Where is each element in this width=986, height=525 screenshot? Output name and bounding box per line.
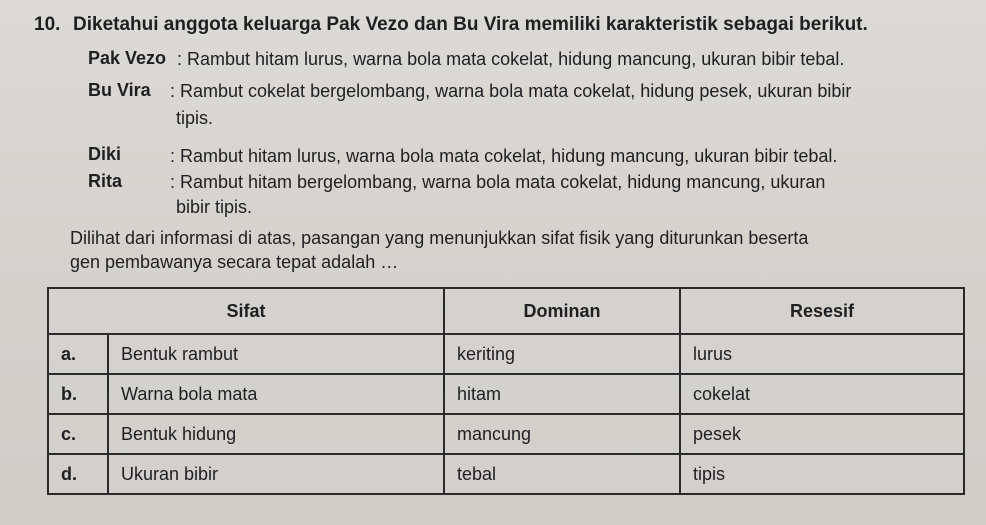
character-desc-pak-vezo: : Rambut hitam lurus, warna bola mata cokelat, hidung mancung, ukuran bibir tebal.: [177, 49, 845, 69]
header-resesif: Resesif: [680, 288, 964, 334]
option-letter: b.: [48, 374, 108, 414]
question-prompt-line-1: Dilihat dari informasi di atas, pasangan yang menunjukkan sifat fisik yang diturunkan beserta: [70, 228, 809, 248]
character-name-bu-vira: Bu Vira: [88, 80, 151, 100]
character-desc-rita: : Rambut hitam bergelombang, warna bola mata cokelat, hidung mancung, ukuran: [170, 172, 826, 192]
question-intro: Diketahui anggota keluarga Pak Vezo dan Bu Vira memiliki karakteristik sebagai berikut.: [73, 14, 868, 35]
table-row: [48, 414, 964, 454]
trait-name: Ukuran bibir: [108, 454, 444, 494]
dominant-value: hitam: [444, 374, 680, 414]
trait-name: Bentuk hidung: [108, 414, 444, 454]
dominant-value: keriting: [444, 334, 680, 374]
question-prompt-line-2: gen pembawanya secara tepat adalah …: [70, 252, 399, 272]
option-letter: c.: [48, 414, 108, 454]
traits-table: [47, 287, 965, 495]
option-letter: d.: [48, 454, 108, 494]
trait-name: Warna bola mata: [108, 374, 444, 414]
dominant-value: mancung: [444, 414, 680, 454]
table-header-row: [48, 288, 964, 334]
character-desc-diki: : Rambut hitam lurus, warna bola mata cokelat, hidung mancung, ukuran bibir tebal.: [170, 146, 838, 166]
recessive-value: lurus: [680, 334, 964, 374]
character-desc-bu-vira: : Rambut cokelat bergelombang, warna bola mata cokelat, hidung pesek, ukuran bibir: [170, 81, 852, 101]
character-name-rita: Rita: [88, 171, 123, 191]
character-desc-bu-vira-cont: tipis.: [176, 108, 214, 128]
dominant-value: tebal: [444, 454, 680, 494]
header-dominan: Dominan: [444, 288, 680, 334]
character-desc-rita-cont: bibir tipis.: [176, 197, 253, 217]
character-name-pak-vezo: Pak Vezo: [88, 48, 167, 68]
trait-name: Bentuk rambut: [108, 334, 444, 374]
table-row: [48, 374, 964, 414]
recessive-value: pesek: [680, 414, 964, 454]
recessive-value: tipis: [680, 454, 964, 494]
character-name-diki: Diki: [88, 144, 122, 164]
header-sifat: Sifat: [48, 288, 444, 334]
option-letter: a.: [48, 334, 108, 374]
recessive-value: cokelat: [680, 374, 964, 414]
question-number: 10.: [34, 14, 61, 35]
table-row: [48, 454, 964, 494]
table-row: [48, 334, 964, 374]
